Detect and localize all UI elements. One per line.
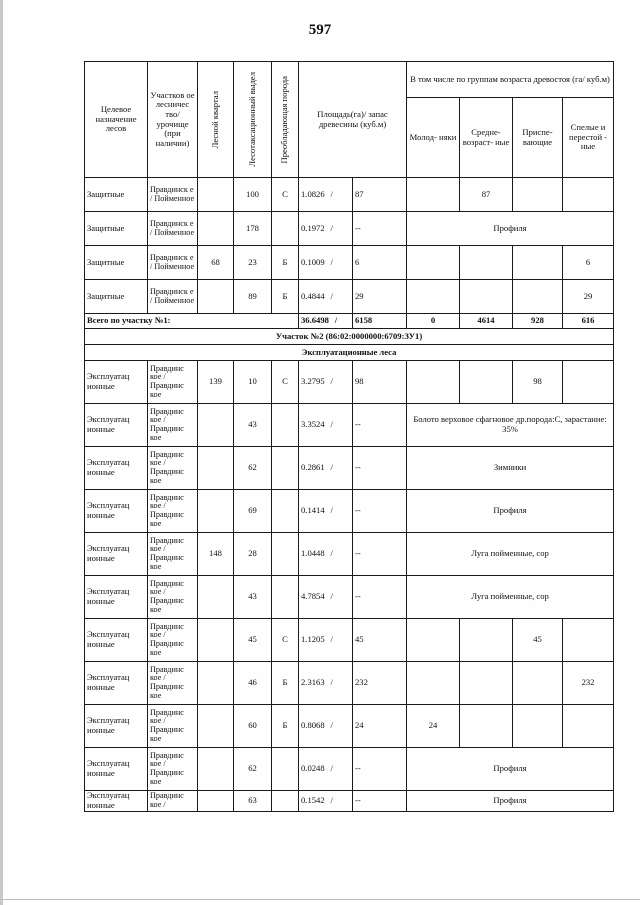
cell-purpose: Эксплуатац ионные [85,447,148,490]
cell-area [299,533,353,576]
area-value: 0.0248 [301,763,325,774]
cell-volume: -- [353,490,407,533]
table-row [85,404,614,447]
cell-plot: 100 [234,178,272,212]
area-value: 0.2861 [301,462,325,473]
page-number: 597 [308,22,332,38]
header-purpose: Целевое назначение лесов [85,62,148,178]
table-row [85,619,614,662]
cell-area [299,705,353,748]
area-value: 0.1972 [301,222,325,233]
table-row [85,791,614,812]
cell-middle: 87 [460,178,513,212]
forest-plot-table [84,61,614,812]
total-premature: 928 [513,314,563,329]
cell-middle [460,705,513,748]
cell-species [272,576,299,619]
area-slash: / [330,290,333,301]
cell-plot: 69 [234,490,272,533]
header-species: Преобладающая порода [272,62,299,178]
total-label: Всего по участку №1: [85,314,299,329]
cell-note: Зимники [407,447,614,490]
cell-species [272,490,299,533]
scan-bottom-edge [0,899,640,900]
cell-young [407,178,460,212]
total-area [299,314,353,329]
cell-tract: Правдинск е / Пойменное [148,178,198,212]
cell-species [272,447,299,490]
cell-area [299,576,353,619]
cell-species: С [272,361,299,404]
area-value: 4.7854 [301,591,325,602]
table-row [85,246,614,280]
cell-tract: Правдинск е / Пойменное [148,246,198,280]
cell-tract: Правдинск е / Пойменное [148,212,198,246]
subsection-title: Эксплуатационные леса [85,345,614,361]
cell-premature: 45 [513,619,563,662]
cell-species [272,404,299,447]
cell-quarter [198,576,234,619]
cell-purpose: Защитные [85,178,148,212]
cell-tract: Правдинск е / Пойменное [148,280,198,314]
cell-plot: 43 [234,576,272,619]
cell-species: Б [272,662,299,705]
cell-premature [513,246,563,280]
cell-plot: 23 [234,246,272,280]
header-area: Площадь(га)/ запас древесины (куб.м) [299,62,407,178]
area-value: 1.0448 [301,548,325,559]
cell-species: С [272,178,299,212]
cell-middle [460,246,513,280]
total-row [85,314,614,329]
cell-area [299,178,353,212]
total-area-value: 36.6498 [301,315,329,326]
area-value: 2.3163 [301,677,325,688]
header-mature: Спелые и перестой - ные [563,98,614,178]
header-tract: Участков ое лесничес тво/ урочище (при наличии) [148,62,198,178]
cell-purpose: Эксплуатац ионные [85,705,148,748]
area-value: 3.2795 [301,376,325,387]
total-middle: 4614 [460,314,513,329]
area-slash: / [330,720,333,731]
cell-note: Профиля [407,212,614,246]
cell-purpose: Эксплуатац ионные [85,490,148,533]
cell-quarter: 68 [198,246,234,280]
cell-tract: Правдинс кое / Правдинс кое [148,748,198,791]
header-young: Молод- няки [407,98,460,178]
cell-middle [460,361,513,404]
section-title: Участок №2 (86:02:0000000:6709:ЗУ1) [85,329,614,345]
cell-young [407,662,460,705]
cell-area [299,280,353,314]
cell-plot: 28 [234,533,272,576]
cell-tract: Правдинс кое / Правдинс кое [148,662,198,705]
cell-plot: 62 [234,748,272,791]
cell-purpose: Эксплуатац ионные [85,361,148,404]
cell-volume: -- [353,533,407,576]
cell-quarter [198,662,234,705]
cell-tract: Правдинс кое / Правдинс кое [148,576,198,619]
cell-young [407,361,460,404]
area-value: 1.1205 [301,634,325,645]
area-slash: / [330,376,333,387]
cell-mature [563,705,614,748]
area-slash: / [330,763,333,774]
cell-note: Профиля [407,791,614,812]
area-slash: / [330,634,333,645]
area-value: 0.1009 [301,256,325,267]
cell-note: Болото верховое сфагновое др.порода:С, зарастание: 35% [407,404,614,447]
cell-mature: 232 [563,662,614,705]
cell-purpose: Защитные [85,212,148,246]
area-value: 0.1542 [301,795,325,806]
cell-species [272,791,299,812]
cell-note: Луга пойменные, сор [407,533,614,576]
cell-plot: 43 [234,404,272,447]
subsection-title-row [85,345,614,361]
cell-species [272,748,299,791]
cell-purpose: Эксплуатац ионные [85,619,148,662]
cell-species [272,533,299,576]
cell-quarter [198,490,234,533]
cell-purpose: Эксплуатац ионные [85,576,148,619]
area-slash: / [330,419,333,430]
table-row [85,705,614,748]
cell-young: 24 [407,705,460,748]
area-slash: / [330,795,333,806]
cell-quarter [198,178,234,212]
header-quarter: Лесной квартал [198,62,234,178]
cell-volume: 6 [353,246,407,280]
table-row [85,280,614,314]
cell-volume: -- [353,404,407,447]
cell-tract: Правдинс кое / Правдинс кое [148,705,198,748]
cell-area [299,361,353,404]
header-plot: Лесотаксационный выдел [234,62,272,178]
cell-tract: Правдинс кое / Правдинс кое [148,404,198,447]
cell-tract: Правдинс кое / Правдинс кое [148,361,198,404]
cell-area [299,791,353,812]
cell-mature: 6 [563,246,614,280]
area-slash: / [330,591,333,602]
cell-volume: 24 [353,705,407,748]
cell-volume: 232 [353,662,407,705]
cell-plot: 178 [234,212,272,246]
cell-area [299,246,353,280]
cell-premature [513,662,563,705]
cell-middle [460,662,513,705]
cell-young [407,280,460,314]
cell-premature [513,178,563,212]
cell-young [407,246,460,280]
cell-volume: -- [353,576,407,619]
cell-purpose: Защитные [85,246,148,280]
area-value: 1.0826 [301,188,325,199]
cell-quarter [198,447,234,490]
cell-species: Б [272,280,299,314]
header-middle: Средне- возраст- ные [460,98,513,178]
cell-quarter [198,404,234,447]
cell-volume: 45 [353,619,407,662]
cell-volume: 87 [353,178,407,212]
table-row [85,490,614,533]
cell-volume: -- [353,447,407,490]
area-value: 3.3524 [301,419,325,430]
cell-plot: 45 [234,619,272,662]
cell-area [299,748,353,791]
cell-plot: 60 [234,705,272,748]
cell-quarter [198,619,234,662]
cell-area [299,447,353,490]
header-premature: Приспе- вающие [513,98,563,178]
section-title-row [85,329,614,345]
cell-species [272,212,299,246]
cell-plot: 62 [234,447,272,490]
cell-note: Луга пойменные, сор [407,576,614,619]
table-row [85,212,614,246]
cell-quarter: 148 [198,533,234,576]
cell-volume: 98 [353,361,407,404]
area-value: 0.8068 [301,720,325,731]
cell-plot: 63 [234,791,272,812]
area-slash: / [330,548,333,559]
cell-purpose: Эксплуатац ионные [85,791,148,812]
table-row [85,447,614,490]
cell-mature: 29 [563,280,614,314]
cell-tract: Правдинс кое / Правдинс кое [148,533,198,576]
cell-purpose: Эксплуатац ионные [85,533,148,576]
cell-species: Б [272,705,299,748]
table-row [85,178,614,212]
cell-volume: -- [353,748,407,791]
cell-plot: 10 [234,361,272,404]
cell-quarter [198,791,234,812]
cell-area [299,404,353,447]
cell-area [299,212,353,246]
scan-edge [0,0,3,905]
area-slash: / [330,188,333,199]
area-slash: / [330,256,333,267]
cell-mature [563,361,614,404]
cell-premature [513,280,563,314]
cell-tract: Правдинс кое / [148,791,198,812]
cell-quarter [198,705,234,748]
area-slash: / [334,315,338,326]
area-value: 0.1414 [301,505,325,516]
cell-quarter [198,748,234,791]
cell-species: Б [272,246,299,280]
cell-species: С [272,619,299,662]
cell-volume: -- [353,791,407,812]
cell-purpose: Эксплуатац ионные [85,748,148,791]
cell-area [299,662,353,705]
cell-note: Профиля [407,490,614,533]
cell-tract: Правдинс кое / Правдинс кое [148,447,198,490]
cell-premature: 98 [513,361,563,404]
table-row [85,576,614,619]
total-young: 0 [407,314,460,329]
cell-premature [513,705,563,748]
cell-mature [563,619,614,662]
area-slash: / [330,222,333,233]
table-row [85,662,614,705]
cell-tract: Правдинс кое / Правдинс кое [148,619,198,662]
header-age-groups: В том числе по группам возраста древостоя (га/ куб.м) [407,62,614,98]
cell-middle [460,280,513,314]
cell-quarter [198,280,234,314]
total-mature: 616 [563,314,614,329]
total-volume: 6158 [353,314,407,329]
cell-area [299,490,353,533]
cell-volume: -- [353,212,407,246]
cell-area [299,619,353,662]
cell-volume: 29 [353,280,407,314]
cell-purpose: Эксплуатац ионные [85,404,148,447]
cell-tract: Правдинс кое / Правдинс кое [148,490,198,533]
table-row [85,533,614,576]
cell-plot: 89 [234,280,272,314]
cell-young [407,619,460,662]
table-row [85,361,614,404]
area-slash: / [330,462,333,473]
cell-note: Профиля [407,748,614,791]
area-slash: / [330,677,333,688]
cell-mature [563,178,614,212]
cell-purpose: Эксплуатац ионные [85,662,148,705]
cell-middle [460,619,513,662]
area-slash: / [330,505,333,516]
cell-plot: 46 [234,662,272,705]
area-value: 0.4844 [301,290,325,301]
table-row [85,748,614,791]
cell-purpose: Защитные [85,280,148,314]
cell-quarter [198,212,234,246]
cell-quarter: 139 [198,361,234,404]
